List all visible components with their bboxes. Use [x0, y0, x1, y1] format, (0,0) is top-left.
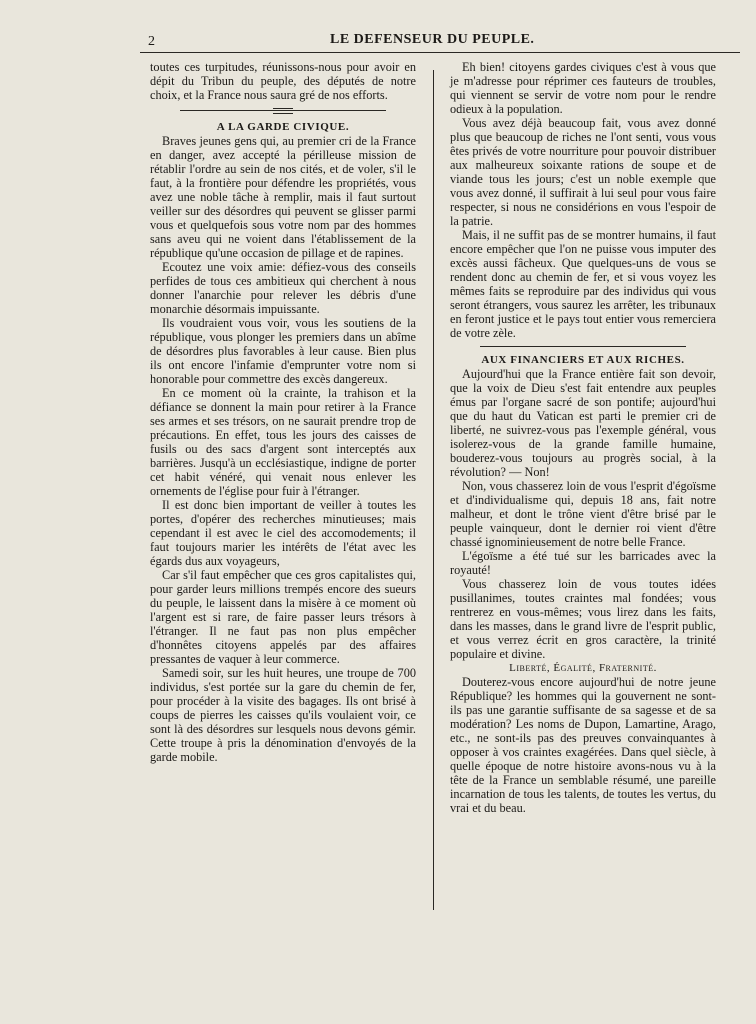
page-number: 2 [148, 34, 155, 49]
article-paragraph: Braves jeunes gens qui, au premier cri de la France en danger, avez accepté la périlleuse mission de rétablir l'ordre au sein de nos cités, et de voler, s'il le faut, à la frontière pour défendre les propriétés, vous avez une noble tâche à remplir, mais il faut surtout veiller sur des désordres qui peuvent se glisser parmi vous et quelquefois sous votre nom par des hommes sans aveu qui ne voient dans l'établissement de la république qu'une occasion de pillage et de rapines. [150, 134, 416, 260]
article-paragraph: En ce moment où la crainte, la trahison et la défiance se donnent la main pour retirer à la France ses armes et ses trésors, on ne saurait prendre trop de précautions. En effet, tous les jours des caisses de fusils ou des sacs d'argent sont interceptés aux barrières. Jusqu'à un ecclésiastique, indigne de porter cet habit vénéré, qui venait nous enlever les ornements de l'église pour fuir à l'étranger. [150, 386, 416, 498]
column-divider [433, 70, 434, 910]
ornamental-rule [180, 106, 386, 116]
article-paragraph: Eh bien! citoyens gardes civiques c'est à vous que je m'adresse pour réprimer ces fauteurs de troubles, qui viennent se servir de votre nom pour le rendre odieux à la population. [450, 60, 716, 116]
right-column [450, 60, 716, 815]
motto: Liberté, Égalité, Fraternité. [509, 662, 657, 674]
article-paragraph: Ecoutez une voix amie: défiez-vous des conseils perfides de tous ces ambitieux qui cherchent à nous donner l'anarchie pour relever les débris d'une monarchie désormais impuissante. [150, 260, 416, 316]
article-paragraph: L'égoïsme a été tué sur les barricades avec la royauté! [450, 549, 716, 577]
article-paragraph: Car s'il faut empêcher que ces gros capitalistes qui, pour garder leurs millions trempés encore des sueurs du peuple, le laissent dans la misère à ce moment où l'argent est si rare, de faire passer leurs trésors à l'étranger. Il ne faut pas non plus empêcher d'honnêtes citoyens appelés par des affaires pressantes de vaquer à leur commerce. [150, 568, 416, 666]
left-column [150, 60, 416, 764]
article-paragraph: Ils voudraient vous voir, vous les soutiens de la république, vous plonger les premiers dans un abîme de désordres plus favorables à leur cause. Bien plus ils ont encore l'infamie d'emprunter votre nom si honorable pour commettre des excès dangereux. [150, 316, 416, 386]
article-paragraph: Vous avez déjà beaucoup fait, vous avez donné plus que beaucoup de riches ne l'ont senti, vous vous êtes privés de votre nourriture pour pouvoir distribuer aux malheureux soixante rations de soupe et de viande tous les jours; c'est un noble exemple que vous avez donné, il suffirait à lui seul pour vous faire respecter, si nous ne considérions en vous l'espoir de la patrie. [450, 116, 716, 228]
section-rule [480, 346, 686, 347]
article-paragraph: Non, vous chasserez loin de vous l'esprit d'égoïsme et d'individualisme qui, depuis 18 ans, fait notre malheur, et dont le trône vient d'être brisé par le peuple vainqueur, dont le dernier roi vient d'être chassé ignominieusement de notre belle France. [450, 479, 716, 549]
article-paragraph: Samedi soir, sur les huit heures, une troupe de 700 individus, s'est portée sur la gare du chemin de fer, pour procéder à la visite des bagages. Ils ont brisé à coups de pierres les caisses qu'ils voulaient voir, ce sont là des désordres sur lesquels nous devons gémir. Cette troupe à pris la dénomination d'envoyés de la garde mobile. [150, 666, 416, 764]
article-paragraph: Mais, il ne suffit pas de se montrer humains, il faut encore empêcher que l'on ne puisse vous imputer des excès aussi fâcheux. Que quelques-uns de vous se rendent donc au chemin de fer, et si vous voyez les mêmes faits se reproduire par des individus qui vous seront étrangers, vous saurez les arrêter, les tribunaux en feront justice et le pays tout entier vous remerciera de votre zèle. [450, 228, 716, 340]
intro-paragraph: toutes ces turpitudes, réunissons-nous pour avoir en dépit du Tribun du peuple, des députés de notre choix, et la France nous saura gré de nos efforts. [150, 60, 416, 102]
page-header [140, 30, 740, 53]
article-paragraph: Il est donc bien important de veiller à toutes les portes, d'opérer des recherches minutieuses; mais cependant il est avec le ciel des accomodements; il faut toujours marier les intérêts de l'état avec les égards dus aux voyageurs, [150, 498, 416, 568]
article-paragraph: Douterez-vous encore aujourd'hui de notre jeune République? les hommes qui la gouvernent ne sont-ils pas une garantie suffisante de sa sagesse et de sa modération? Les noms de Dupon, Lamartine, Arago, etc., ne sont-ils pas des preuves convainquantes à opposer à vos craintes exagérées. Dans quel siècle, à quelle époque de notre histoire avons-nous vu à la tête de la France un semblable résumé, une pareille incarnation de tous les talents, de toutes les vertus, du vrai et du beau. [450, 675, 716, 815]
journal-title: LE DEFENSEUR DU PEUPLE. [330, 32, 535, 47]
section-title-garde-civique: A LA GARDE CIVIQUE. [216, 121, 350, 133]
article-paragraph: Aujourd'hui que la France entière fait son devoir, que la voix de Dieu s'est fait entendre aux peuples émus par l'organe sacré de son pontife; aujourd'hui que du haut du Vatican est parti le premier cri de liberté, ne suivrez-vous pas l'exemple général, vous isolerez-vous de la grande famille humaine, bouderez-vous toujours au progrès social, à la révolution? — Non! [450, 367, 716, 479]
section-title-financiers: AUX FINANCIERS ET AUX RICHES. [481, 354, 685, 366]
article-paragraph: Vous chasserez loin de vous toutes idées pusillanimes, toutes craintes mal fondées; vous rentrerez en vous-mêmes; vous lirez dans les faits, dans les masses, dans le grand livre de l'esprit public, et vous verrez écrit en gros caractère, la trinité populaire et divine. [450, 577, 716, 661]
